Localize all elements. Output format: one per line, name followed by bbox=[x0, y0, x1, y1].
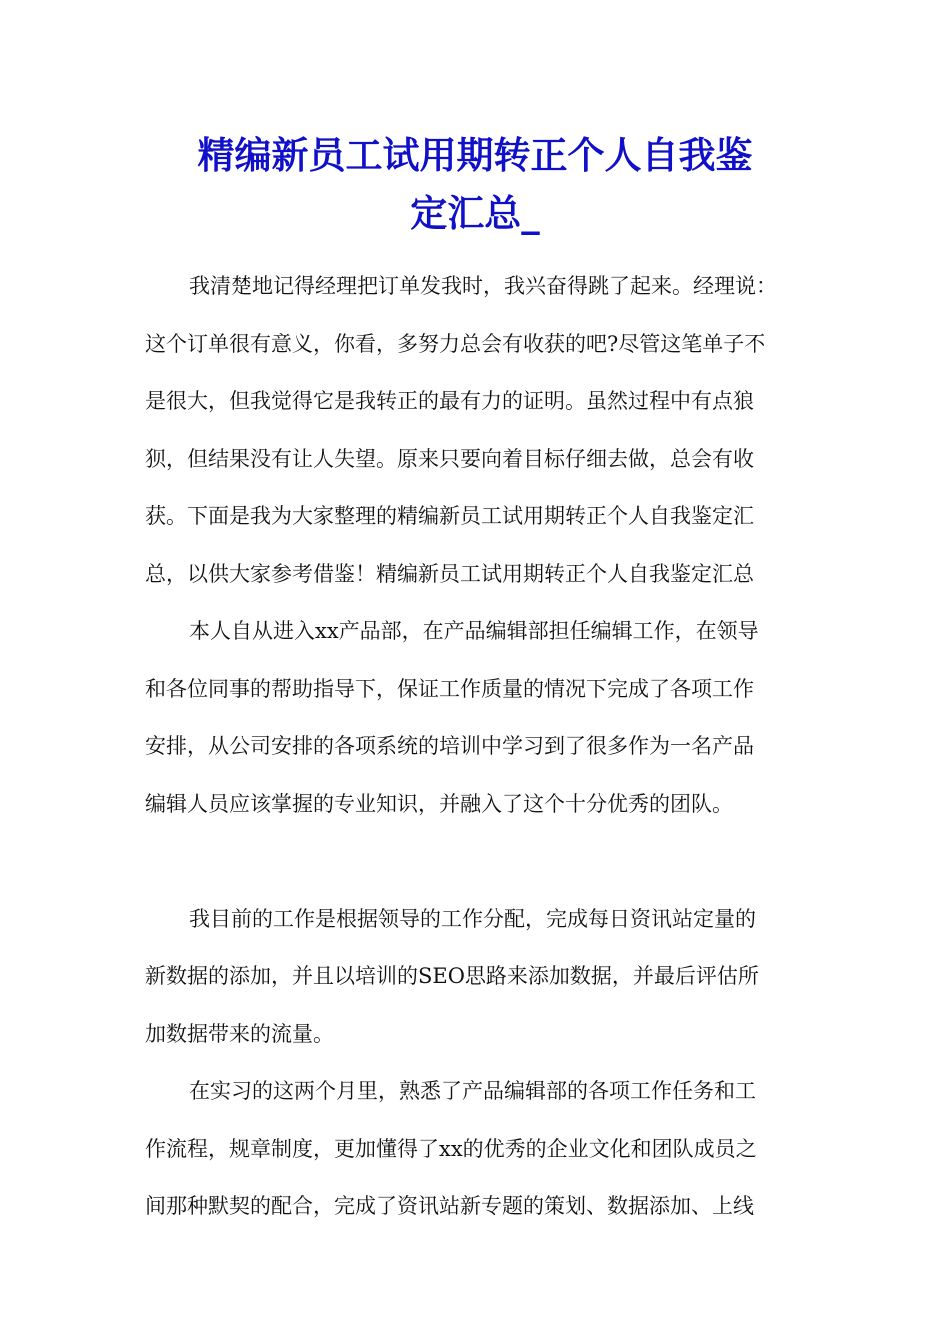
text-line: 是很大，但我觉得它是我转正的最有力的证明。虽然过程中有点狼 bbox=[145, 389, 754, 413]
paragraph-current-work bbox=[145, 891, 810, 1064]
paragraph-gap bbox=[145, 833, 810, 891]
text-line: 我清楚地记得经理把订单发我时，我兴奋得跳了起来。经理说： bbox=[189, 274, 777, 298]
title-line: 定汇总_ bbox=[410, 191, 540, 235]
text-line: 我目前的工作是根据领导的工作分配，完成每日资讯站定量的 bbox=[189, 906, 756, 931]
text-line: 间那种默契的配合，完成了资讯站新专题的策划、数据添加、上线 bbox=[145, 1194, 754, 1218]
text-line: 编辑人员应该掌握的专业知识，并融入了这个十分优秀的团队。 bbox=[145, 791, 733, 816]
text-line: 和各位同事的帮助指导下，保证工作质量的情况下完成了各项工作 bbox=[145, 676, 754, 701]
paragraph-department bbox=[145, 603, 810, 833]
document-title bbox=[140, 126, 810, 242]
text-line: 狈，但结果没有让人失望。原来只要向着目标仔细去做，总会有收 bbox=[145, 446, 754, 471]
text-line: 新数据的添加，并且以培训的SEO思路来添加数据，并最后评估所 bbox=[145, 964, 759, 988]
text-line: 在实习的这两个月里，熟悉了产品编辑部的各项工作任务和工 bbox=[189, 1079, 756, 1103]
text-line: 这个订单很有意义，你看，多努力总会有收获的吧?尽管这笔单子不 bbox=[145, 331, 766, 356]
text-line: 安排，从公司安排的各项系统的培训中学习到了很多作为一名产品 bbox=[145, 734, 754, 758]
paragraph-intro bbox=[145, 258, 810, 603]
document-body bbox=[145, 258, 810, 1236]
text-line: 本人自从进入xx产品部，在产品编辑部担任编辑工作，在领导 bbox=[189, 619, 759, 643]
text-line: 总，以供大家参考借鉴！精编新员工试用期转正个人自我鉴定汇总 bbox=[145, 561, 754, 586]
text-line: 获。下面是我为大家整理的精编新员工试用期转正个人自我鉴定汇 bbox=[145, 504, 754, 528]
paragraph-internship bbox=[145, 1063, 810, 1236]
text-line: 作流程，规章制度，更加懂得了xx的优秀的企业文化和团队成员之 bbox=[145, 1136, 757, 1161]
title-line: 精编新员工试用期转正个人自我鉴 bbox=[197, 133, 753, 177]
text-line: 加数据带来的流量。 bbox=[145, 1021, 334, 1046]
